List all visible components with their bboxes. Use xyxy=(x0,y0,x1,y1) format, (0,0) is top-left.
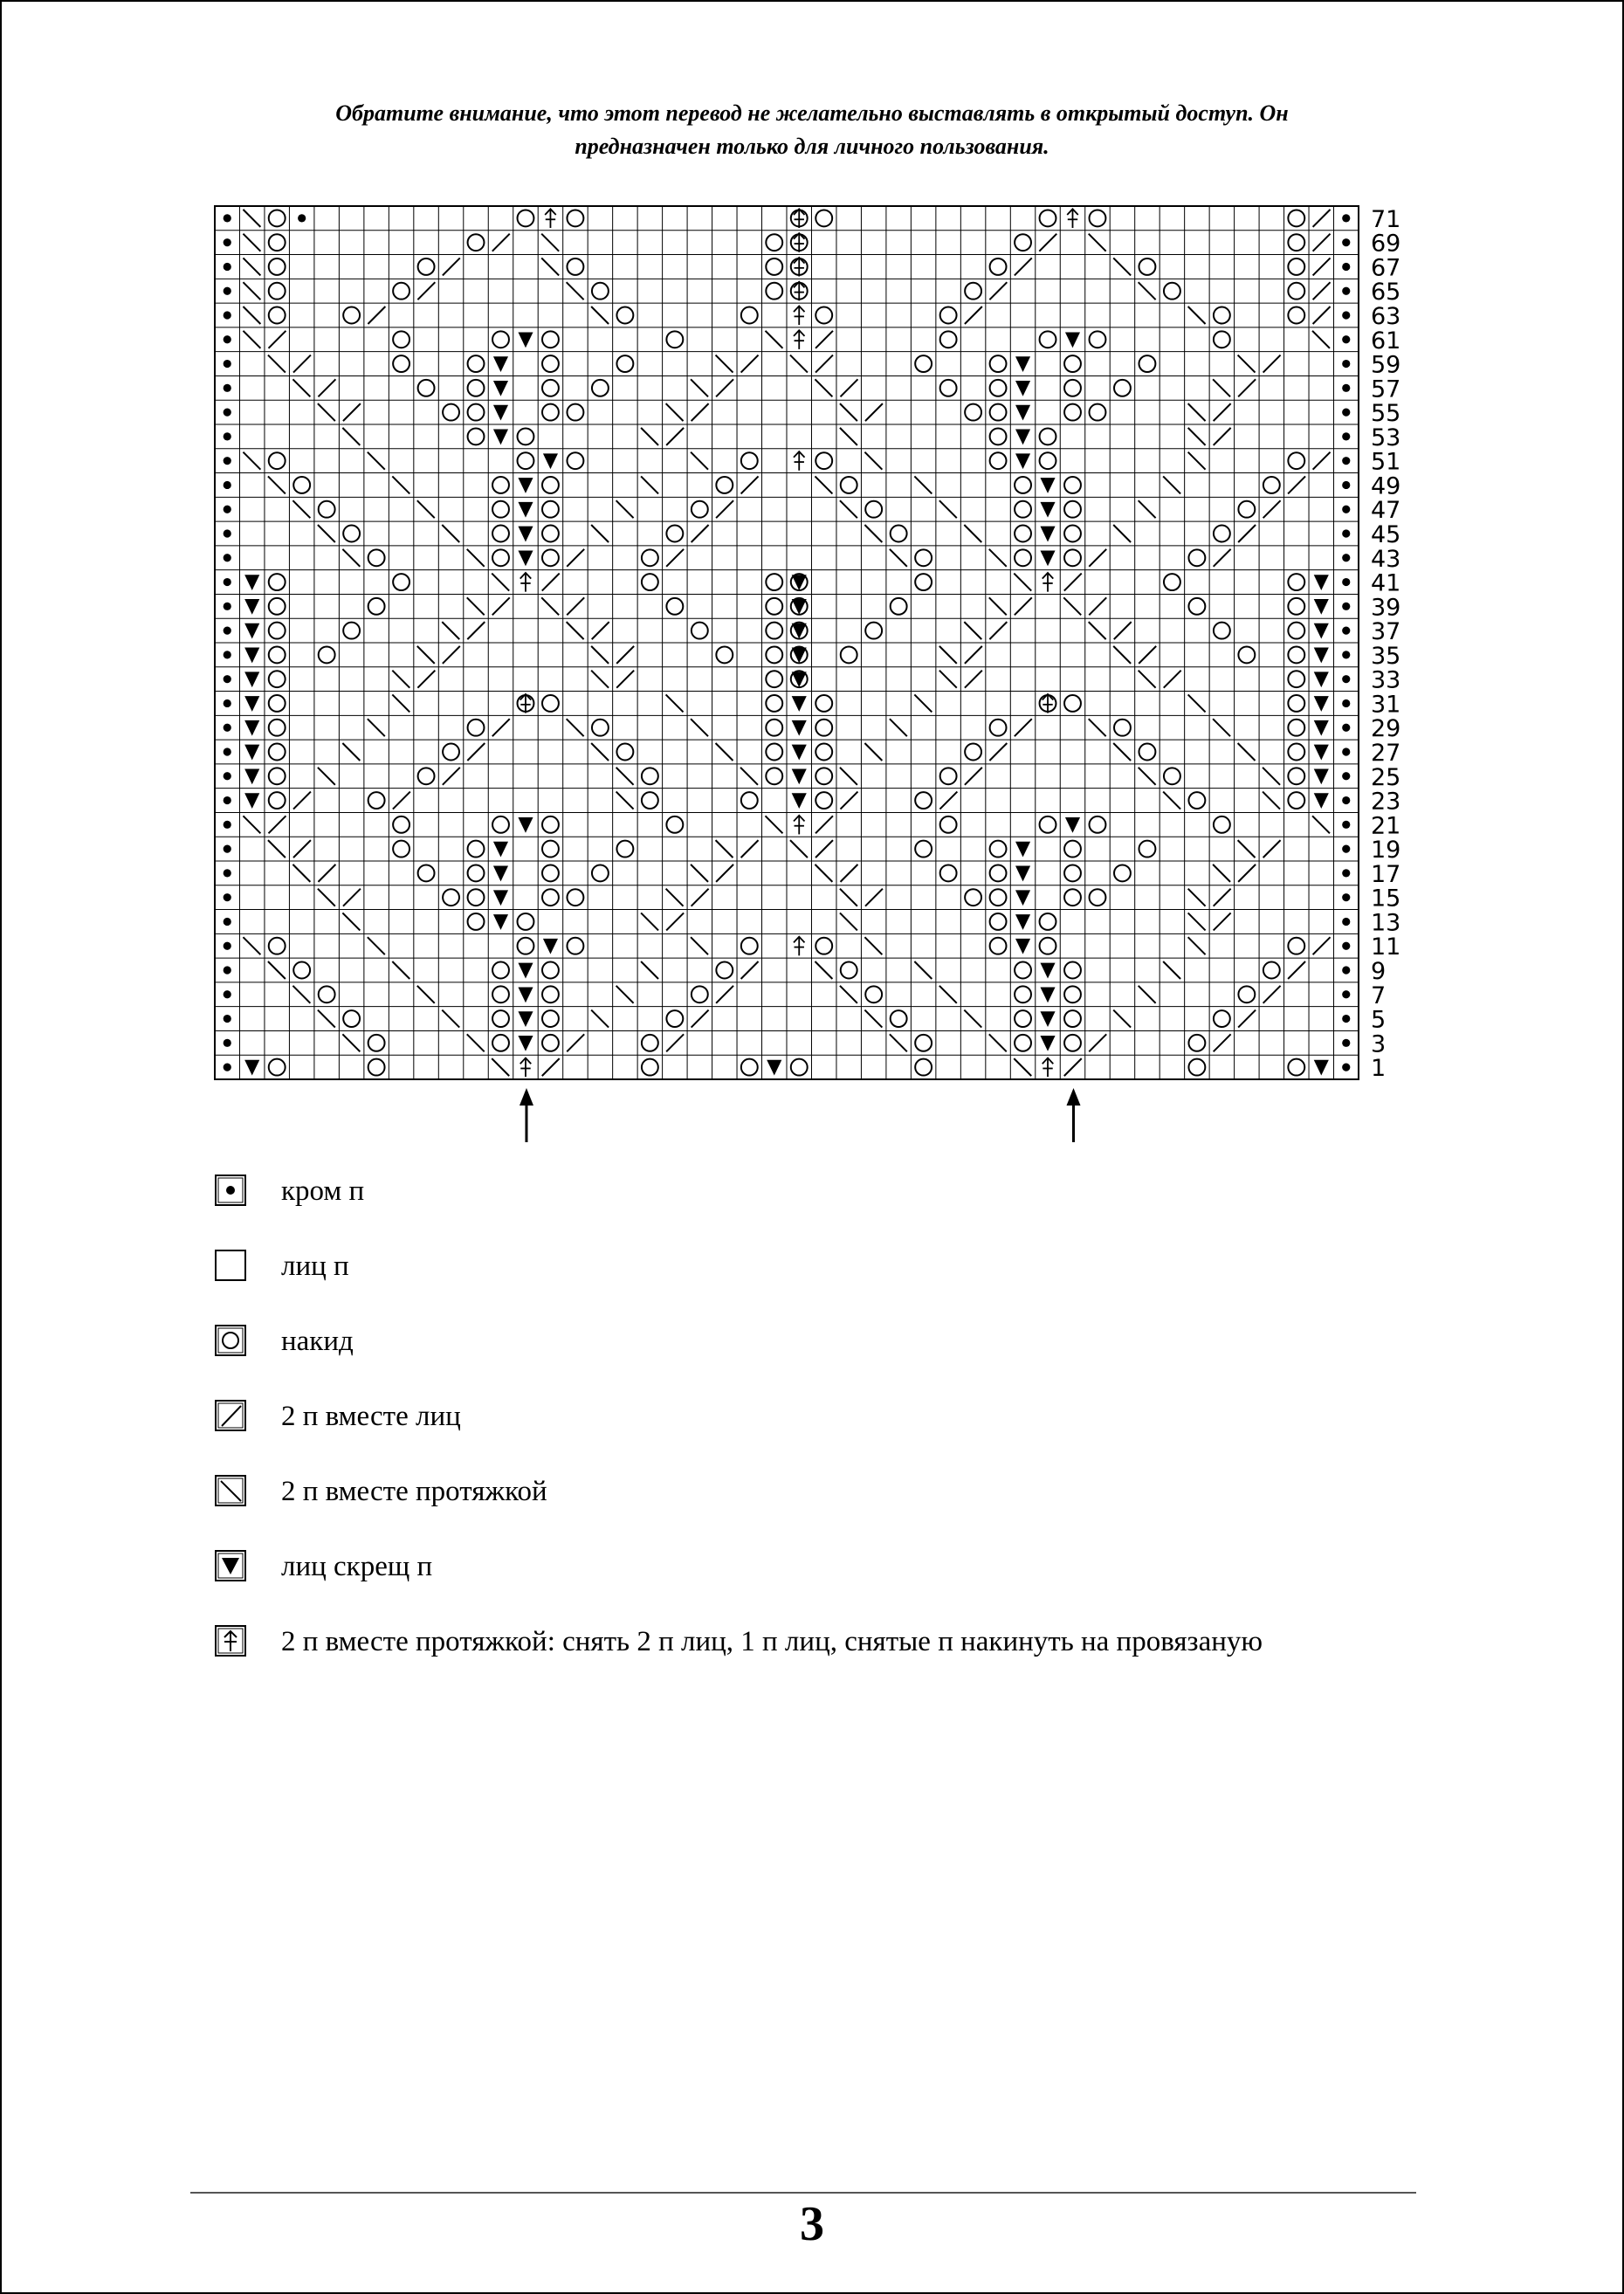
edge-stitch-symbol xyxy=(224,238,231,246)
row-number: 17 xyxy=(1371,860,1401,888)
legend-label: 2 п вместе лиц xyxy=(281,1401,461,1432)
row-number: 27 xyxy=(1371,740,1401,767)
row-number: 7 xyxy=(1371,982,1387,1009)
edge-stitch-symbol xyxy=(224,506,231,513)
edge-stitch-symbol xyxy=(1342,603,1350,610)
twisted-knit-icon xyxy=(215,1550,246,1581)
edge-stitch-symbol xyxy=(1342,747,1350,755)
edge-stitch-symbol xyxy=(1342,409,1350,417)
edge-stitch-symbol xyxy=(1342,772,1350,780)
row-number: 51 xyxy=(1371,448,1401,476)
edge-stitch-symbol xyxy=(1342,1064,1350,1071)
legend-item-sk2po xyxy=(215,1625,1437,1700)
edge-stitch-symbol xyxy=(1342,457,1350,465)
row-number: 5 xyxy=(1371,1006,1387,1034)
row-number: 33 xyxy=(1371,666,1401,694)
edge-stitch-symbol xyxy=(1342,699,1350,707)
edge-stitch-symbol xyxy=(1342,942,1350,950)
legend-item-knit xyxy=(215,1250,1437,1325)
edge-stitch-symbol xyxy=(1342,869,1350,877)
chart-markers xyxy=(215,1088,1406,1149)
edge-stitch-symbol xyxy=(224,578,231,586)
row-number: 53 xyxy=(1371,424,1401,451)
legend-item-ssk xyxy=(215,1475,1437,1550)
page-number: 3 xyxy=(800,2197,824,2251)
repeat-marker-arrow xyxy=(520,1088,533,1142)
row-number: 61 xyxy=(1371,327,1401,355)
row-number: 41 xyxy=(1371,569,1401,597)
edge-stitch-icon xyxy=(215,1175,246,1206)
edge-stitch-symbol xyxy=(224,554,231,561)
edge-stitch-symbol xyxy=(224,360,231,368)
row-number: 39 xyxy=(1371,594,1401,622)
edge-stitch-symbol xyxy=(1342,990,1350,998)
edge-stitch-symbol xyxy=(1342,724,1350,732)
edge-stitch-symbol xyxy=(224,287,231,295)
row-number: 21 xyxy=(1371,812,1401,840)
edge-stitch-symbol xyxy=(224,796,231,804)
row-number: 63 xyxy=(1371,303,1401,330)
edge-stitch-symbol xyxy=(224,384,231,392)
legend-item-edge xyxy=(215,1175,1437,1250)
edge-stitch-symbol xyxy=(1342,481,1350,489)
edge-stitch-symbol xyxy=(1342,287,1350,295)
edge-stitch-symbol xyxy=(1342,335,1350,343)
edge-stitch-symbol xyxy=(224,1039,231,1047)
edge-stitch-symbol xyxy=(1342,529,1350,537)
edge-stitch-symbol xyxy=(224,457,231,465)
edge-stitch-symbol xyxy=(224,432,231,440)
edge-stitch-symbol xyxy=(224,942,231,950)
row-number: 15 xyxy=(1371,885,1401,913)
edge-stitch-symbol xyxy=(224,724,231,732)
row-number: 59 xyxy=(1371,351,1401,379)
row-number: 13 xyxy=(1371,909,1401,937)
edge-stitch-symbol xyxy=(224,335,231,343)
repeat-marker-arrow xyxy=(1067,1088,1081,1142)
edge-stitch-symbol xyxy=(1342,214,1350,222)
footer-rule xyxy=(190,2192,1416,2194)
edge-stitch-symbol xyxy=(224,1015,231,1023)
row-number: 71 xyxy=(1371,205,1401,233)
edge-stitch-symbol xyxy=(224,966,231,974)
edge-stitch-symbol xyxy=(224,675,231,683)
row-number: 65 xyxy=(1371,279,1401,307)
row-number: 1 xyxy=(1371,1055,1387,1083)
row-number: 49 xyxy=(1371,472,1401,500)
edge-stitch-symbol xyxy=(224,845,231,853)
edge-stitch-symbol xyxy=(224,627,231,635)
edge-stitch-symbol xyxy=(1342,506,1350,513)
yarn-over-icon xyxy=(215,1325,246,1356)
edge-stitch-symbol xyxy=(1342,796,1350,804)
edge-stitch-symbol xyxy=(224,311,231,319)
edge-stitch-symbol xyxy=(224,869,231,877)
legend-item-ktbl xyxy=(215,1550,1437,1625)
legend-label: 2 п вместе протяжкой xyxy=(281,1476,547,1507)
ssk-icon xyxy=(215,1475,246,1506)
legend-label: лиц п xyxy=(281,1250,349,1282)
chart-grid xyxy=(215,206,1359,1079)
edge-stitch-symbol xyxy=(224,747,231,755)
edge-stitch-symbol xyxy=(1342,627,1350,635)
edge-stitch-symbol xyxy=(1342,845,1350,853)
edge-stitch-symbol xyxy=(1342,893,1350,901)
sk2po-icon xyxy=(215,1625,246,1657)
row-number: 37 xyxy=(1371,618,1401,646)
row-number: 9 xyxy=(1371,958,1387,985)
edge-stitch-symbol xyxy=(298,214,306,222)
edge-stitch-symbol xyxy=(1342,360,1350,368)
notice-line-1: Обратите внимание, что этот перевод не желательно выставлять в открытый доступ. Он xyxy=(335,100,1289,126)
edge-stitch-symbol xyxy=(1342,263,1350,271)
edge-stitch-symbol xyxy=(1342,238,1350,246)
row-number: 35 xyxy=(1371,642,1401,670)
row-number: 47 xyxy=(1371,497,1401,525)
edge-stitch-symbol xyxy=(1342,1015,1350,1023)
edge-stitch-symbol xyxy=(224,263,231,271)
row-number: 55 xyxy=(1371,400,1401,428)
edge-stitch-symbol xyxy=(1342,311,1350,319)
edge-stitch-symbol xyxy=(224,409,231,417)
row-labels xyxy=(1371,206,1400,1082)
row-number: 25 xyxy=(1371,763,1401,791)
edge-stitch-symbol xyxy=(224,1064,231,1071)
row-number: 57 xyxy=(1371,375,1401,403)
edge-stitch-symbol xyxy=(1342,1039,1350,1047)
edge-stitch-symbol xyxy=(224,772,231,780)
edge-stitch-symbol xyxy=(1342,675,1350,683)
row-number: 31 xyxy=(1371,691,1401,719)
edge-stitch-symbol xyxy=(224,893,231,901)
edge-stitch-symbol xyxy=(1342,651,1350,658)
edge-stitch-symbol xyxy=(224,699,231,707)
edge-stitch-symbol xyxy=(224,529,231,537)
legend-label: лиц скрещ п xyxy=(281,1551,433,1582)
row-number: 67 xyxy=(1371,254,1401,282)
row-number: 69 xyxy=(1371,230,1401,258)
legend-item-k2tog xyxy=(215,1400,1437,1475)
notice-line-2: предназначен только для личного пользования. xyxy=(575,134,1049,159)
edge-stitch-symbol xyxy=(1342,554,1350,561)
edge-stitch-symbol xyxy=(224,603,231,610)
row-number: 19 xyxy=(1371,837,1401,865)
k2tog-icon xyxy=(215,1400,246,1431)
edge-stitch-symbol xyxy=(1342,918,1350,926)
edge-stitch-symbol xyxy=(1342,578,1350,586)
chart-legend xyxy=(215,1175,1437,1700)
row-number: 29 xyxy=(1371,715,1401,743)
knit-stitch-icon xyxy=(215,1250,246,1281)
edge-stitch-symbol xyxy=(1342,384,1350,392)
edge-stitch-symbol xyxy=(224,821,231,829)
row-number: 43 xyxy=(1371,545,1401,573)
row-number: 11 xyxy=(1371,933,1401,961)
legend-label: кром п xyxy=(281,1175,365,1207)
edge-stitch-symbol xyxy=(224,651,231,658)
legend-item-yo xyxy=(215,1325,1437,1400)
row-number: 23 xyxy=(1371,788,1401,816)
edge-stitch-symbol xyxy=(224,214,231,222)
row-number: 3 xyxy=(1371,1030,1387,1058)
edge-stitch-symbol xyxy=(224,990,231,998)
edge-stitch-symbol xyxy=(1342,966,1350,974)
edge-stitch-symbol xyxy=(224,918,231,926)
knitting-chart xyxy=(215,205,1406,1083)
legend-label: накид xyxy=(281,1326,354,1357)
edge-stitch-symbol xyxy=(1342,432,1350,440)
edge-stitch-symbol xyxy=(224,481,231,489)
legend-label: 2 п вместе протяжкой: снять 2 п лиц, 1 п лиц, снятые п накинуть на провязаную xyxy=(281,1626,1263,1657)
edge-stitch-symbol xyxy=(1342,821,1350,829)
row-number: 45 xyxy=(1371,521,1401,548)
